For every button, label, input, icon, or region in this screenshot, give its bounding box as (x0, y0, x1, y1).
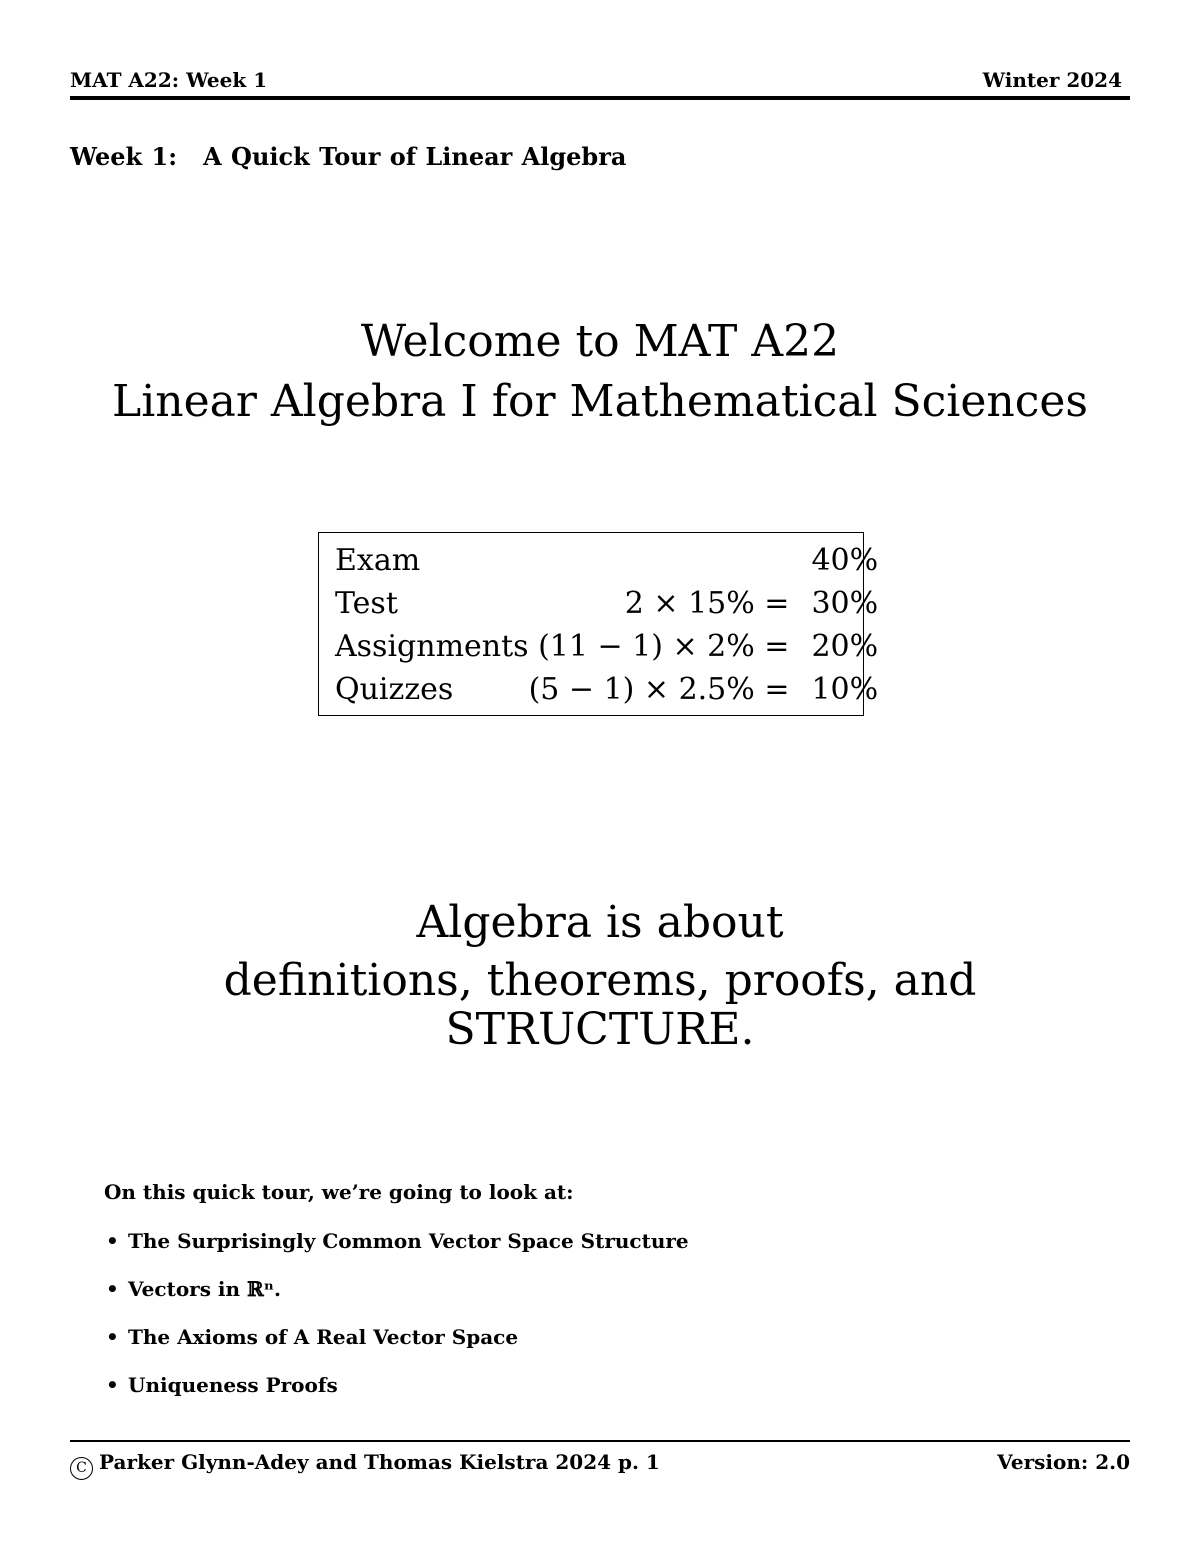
list-item (104, 1274, 689, 1322)
list-item-text: The Surprisingly Common Vector Space Structure (128, 1229, 689, 1253)
grading-name: Quizzes (335, 672, 454, 707)
grading-percent: 30% (811, 586, 879, 621)
grading-name: Exam (335, 543, 421, 578)
grading-formula: (11 − 1) × 2% = (538, 629, 790, 664)
footer-copyright (70, 1450, 660, 1480)
welcome-heading (0, 312, 1200, 432)
copyright-icon: C (70, 1457, 93, 1480)
grading-formula (529, 539, 812, 582)
week-topic: A Quick Tour of Linear Algebra (203, 142, 627, 171)
week-title (70, 142, 626, 171)
list-item-text: The Axioms of A Real Vector Space (128, 1325, 519, 1349)
algebra-line-3: STRUCTURE. (445, 1004, 755, 1055)
bullet-icon: • (106, 1325, 119, 1349)
bullet-icon: • (106, 1277, 119, 1301)
grading-name: Test (335, 586, 398, 621)
grading-percent: 10% (811, 672, 879, 707)
grading-formula: (5 − 1) × 2.5% = (528, 672, 790, 707)
tour-intro: On this quick tour, we’re going to look at: (104, 1180, 574, 1204)
bullet-icon: • (106, 1229, 119, 1253)
grading-row-assignments (335, 625, 878, 668)
header-course-week: MAT A22: Week 1 (70, 68, 268, 92)
list-item (104, 1322, 689, 1370)
grading-row-quizzes (335, 668, 878, 711)
bullet-icon: • (106, 1373, 119, 1397)
grading-box (318, 532, 879, 716)
footer-rule (70, 1440, 1130, 1442)
grading-percent: 40% (811, 543, 879, 578)
algebra-statement (0, 894, 1200, 1055)
list-item-text: Vectors in ℝⁿ. (128, 1277, 281, 1301)
grading-formula: 2 × 15% = (624, 586, 790, 621)
welcome-line-1: Welcome to MAT A22 (360, 316, 840, 367)
welcome-line-2: Linear Algebra I for Mathematical Sciences (111, 376, 1089, 427)
tour-list (104, 1226, 689, 1418)
list-item (104, 1226, 689, 1274)
algebra-line-2: definitions, theorems, proofs, and (223, 955, 977, 1006)
grading-percent: 20% (811, 629, 879, 664)
header-term: Winter 2024 (982, 68, 1122, 92)
grading-row-exam (335, 539, 878, 582)
header-rule (70, 96, 1130, 100)
list-item-text: Uniqueness Proofs (128, 1373, 338, 1397)
grading-row-test (335, 582, 878, 625)
footer-version: Version: 2.0 (997, 1450, 1130, 1474)
week-label: Week 1: (70, 142, 178, 171)
grading-table (335, 539, 878, 711)
list-item (104, 1370, 689, 1418)
footer-authors: Parker Glynn-Adey and Thomas Kielstra 2024 p. 1 (99, 1450, 660, 1474)
grading-name: Assignments (335, 629, 529, 664)
algebra-line-1: Algebra is about (416, 897, 784, 948)
